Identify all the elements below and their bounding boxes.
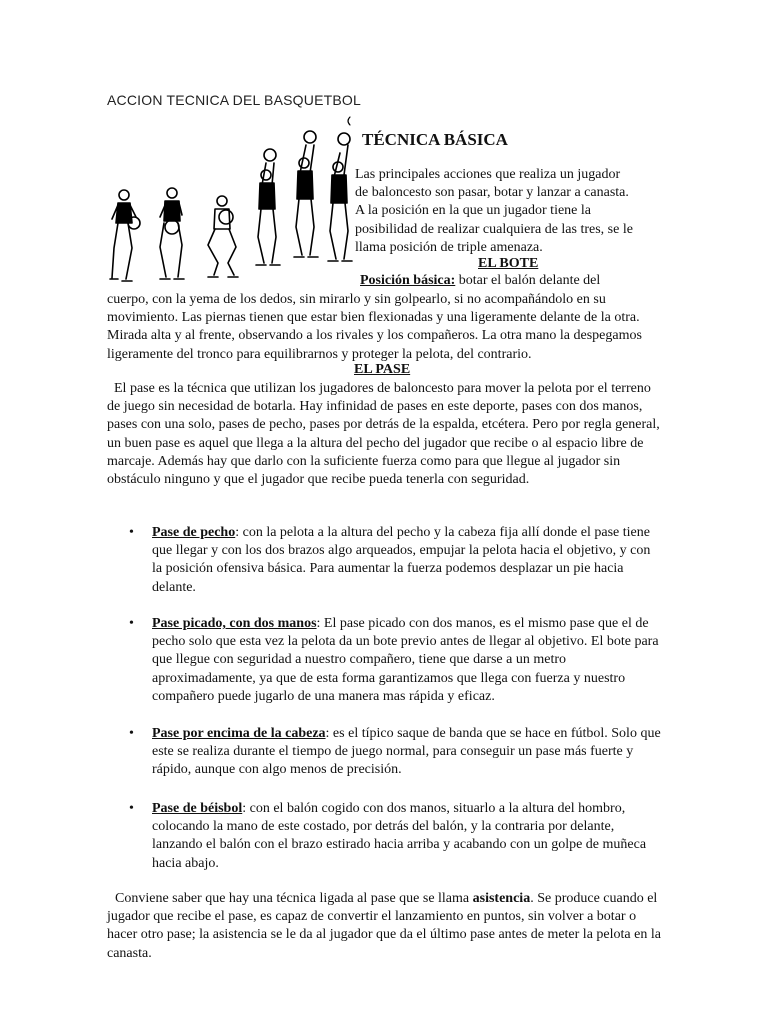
intro-line: de baloncesto son pasar, botar y lanzar a canasta. [355, 185, 629, 201]
intro-line: posibilidad de realizar cualquiera de las tres, se le [355, 221, 633, 237]
section-title: TÉCNICA BÁSICA [362, 130, 508, 149]
player-figure-3 [208, 196, 238, 277]
list-item-label: Pase picado, con dos manos [152, 616, 317, 631]
document-title: ACCION TECNICA DEL BASQUETBOL [107, 92, 361, 108]
list-item-label: Pase por encima de la cabeza [152, 726, 326, 741]
list-item-body: : con el balón cogido con dos manos, situarlo a la altura del hombro, colocando la mano de este costado, por detrás del balón, y la contraria por delante, lanzando el balón con el brazo estirado hacia arriba y acabando con un golpe de muñeca hacia abajo. [152, 801, 647, 871]
basketball-shooting-sequence-illustration [104, 113, 354, 289]
bote-paragraph: cuerpo, con la yema de los dedos, sin mirarlo y sin golpearlo, si no acompañándolo en su movimiento. Las piernas tienen que estar bien flexionadas y una ligeramente delante de la otra. Mirada alta y al frente, observando a los rivales y los compañeros. La otra mano la despegamos ligeramente del tronco para equilibrarnos y proteger la pelota, del contrario. [107, 292, 642, 362]
bullet-icon: • [129, 726, 134, 741]
player-figure-1 [110, 190, 140, 281]
list-item-text [152, 615, 662, 706]
list-item-body: : El pase picado con dos manos, es el mismo pase que el de pecho solo que esta vez la pelota da un bote previo antes de llegar al objetivo. El bote para que llegue con seguridad a nuestro compañero, tiene que darse a un metro aproximadamente, ya que de esta forma garantizamos que llega con fuerza y nuestro compañero puede jugarlo de una manera mas rápida y eficaz. [152, 616, 659, 704]
player-figure-5 [294, 131, 318, 257]
closing-text-after: . Se produce cuando el jugador que recibe el pase, es capaz de convertir el lanzamiento en puntos, sin volver a botar o hacer otro pase; la asistencia se le da al jugador que da el último pase antes de meter la pelota en la canasta. [107, 891, 661, 961]
list-item-text [152, 800, 662, 873]
intro-line: llama posición de triple amenaza. [355, 239, 543, 255]
pase-paragraph: El pase es la técnica que utilizan los jugadores de baloncesto para mover la pelota por el terreno de juego sin necesidad de botarla. Hay infinidad de pases en este deporte, pases con dos manos, pases con una solo, pases de pecho, pases por detrás de la espalda, etcétera. Pero por regla general, un buen pase es aquel que llega a la altura del pecho del jugador que recibe o al espacio libre de marcaje. Además hay que darlo con la suficiente fuerza como para que llegue al jugador sin obstáculo ninguno y que el jugador que recibe pueda tenerla con seguridad. [107, 381, 660, 488]
player-figure-6 [328, 133, 352, 261]
posicion-basica-label: Posición básica: [360, 273, 456, 288]
player-figure-2 [160, 188, 184, 279]
pase-heading: EL PASE [354, 362, 411, 377]
bullet-icon: • [129, 525, 134, 540]
bullet-icon: • [129, 801, 134, 816]
list-item-label: Pase de pecho [152, 525, 236, 540]
closing-paragraph [107, 890, 667, 963]
list-item-label: Pase de béisbol [152, 801, 243, 816]
bullet-icon: • [129, 616, 134, 631]
asistencia-term: asistencia [472, 891, 531, 906]
bote-first-line [360, 273, 600, 289]
bote-first-text: botar el balón delante del [455, 273, 601, 288]
list-item-text [152, 524, 662, 597]
bote-heading: EL BOTE [478, 256, 539, 271]
list-item-text [152, 725, 662, 780]
list-item-body: : es el típico saque de banda que se hace en fútbol. Solo que este se realiza durante el tiempo de juego normal, para conseguir un pase más fuerte y rápido, aunque con algo menos de precisión. [152, 726, 661, 778]
intro-line: Las principales acciones que realiza un jugador [355, 167, 621, 182]
intro-paragraph [355, 166, 660, 257]
player-figure-4 [256, 149, 280, 265]
intro-line: A la posición en la que un jugador tiene la [355, 203, 591, 219]
list-item-body: : con la pelota a la altura del pecho y la cabeza fija allí donde el pase tiene que llegar y con los dos brazos algo arqueados, empujar la pelota hacia el objetivo, y con la posición ofensiva básica. Para aumentar la fuerza podemos desplazar un pie hacia delante. [152, 525, 651, 595]
closing-text-before: Conviene saber que hay una técnica ligada al pase que se llama [115, 891, 473, 906]
